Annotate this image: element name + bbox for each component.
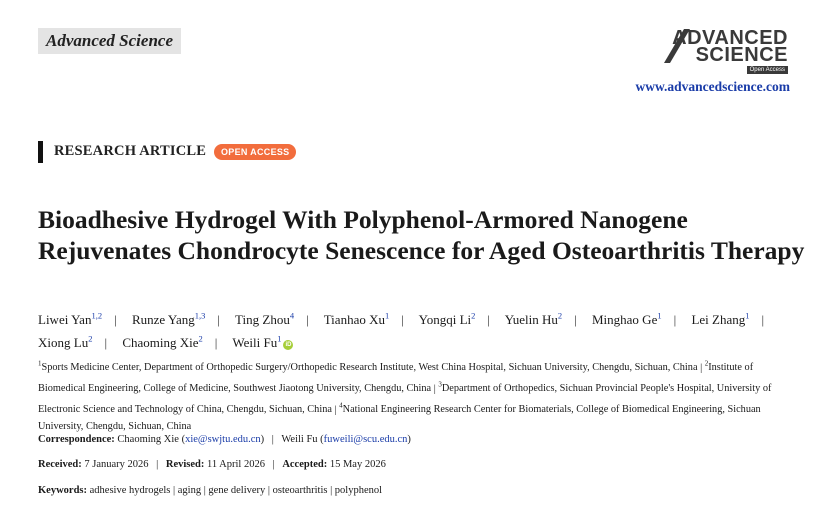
affiliation-separator: | [431,383,439,395]
author-name: Runze Yang [131,312,195,328]
author-name: Chaoming Xie [122,334,199,350]
author[interactable] [38,335,92,350]
author-name: Lei Zhang [691,312,746,328]
received-label: Received: [38,459,82,470]
author-affiliation-number: 1,2 [91,311,103,321]
author[interactable] [38,312,102,327]
keywords-text: adhesive hydrogels | aging | gene delivery | osteoarthritis | polyphenol [89,485,383,496]
affiliations [38,356,798,435]
author-separator: | [673,312,677,328]
accepted-label: Accepted: [282,459,328,470]
affiliation-text: Sports Medicine Center, Department of Orthopedic Surgery/Orthopedic Research Institute, West China Hospital, Sichuan University, Chengdu, Sichuan, China [41,362,698,374]
correspondence-name: Weili Fu [281,434,318,445]
author[interactable] [505,312,562,327]
author-name: Ting Zhou [235,312,290,328]
author-affiliation-number: 2 [88,333,93,344]
author-separator: | [306,312,309,328]
author-affiliation-number: 1 [745,311,750,321]
article-type-marker [38,141,43,163]
keywords-label: Keywords: [38,485,87,496]
author-separator: | [214,334,218,350]
author-separator: | [487,312,490,328]
author-affiliation-number: 4 [289,311,295,321]
revised-label: Revised: [165,459,205,470]
correspondence: Correspondence: Chaoming Xie (xie@swjtu.edu.cn) | Weili Fu (fuweili@scu.edu.cn) [38,434,411,445]
logo-line-1: ADVANCED [672,27,788,49]
author-name: Weili Fu [232,334,278,350]
author-affiliation-number: 2 [198,333,203,344]
received-date: 7 January 2026 [84,459,149,470]
affiliation-number: 3 [438,380,442,389]
affiliation-number: 2 [704,360,709,368]
orcid-icon[interactable]: iD [285,341,292,348]
author[interactable] [419,312,476,327]
article-type: RESEARCH ARTICLE [54,143,207,159]
author-name: Tianhao Xu [323,312,385,328]
article-dates: Received: 7 January 2026 | Revised: 11 April 2026 | Accepted: 15 May 2026 [38,459,386,470]
author-name: Yongqi Li [418,312,472,328]
affiliation-text: National Engineering Research Center for Biomaterials, College of Biomedical Engineering, Sichuan University, Chengdu, Sichuan, China [38,404,761,432]
affiliation-separator: | [331,404,340,416]
author[interactable] [232,335,293,350]
correspondence-email[interactable]: fuweili@scu.edu.cn [323,434,408,445]
author-affiliation-number: 1 [384,311,390,321]
author-separator: | [114,312,117,328]
journal-logo [662,28,788,76]
author[interactable] [324,312,390,327]
logo-open-access-badge: Open Access [747,66,788,74]
author-affiliation-number: 1 [277,333,282,344]
author-affiliation-number: 2 [471,311,476,321]
journal-name-tag: Advanced Science [38,28,181,54]
author-separator: | [761,312,765,328]
author[interactable] [132,312,205,327]
keywords [38,485,382,496]
author-separator: | [217,312,221,328]
affiliation-number: 1 [38,360,42,368]
author-affiliation-number: 1 [657,311,662,321]
affiliation-text: Department of Orthopedics, Sichuan Provincial People's Hospital, University of Electronic Science and Technology of China, Chengdu, Sichuan, China [38,383,772,416]
affiliation-separator: | [697,362,705,374]
affiliation [38,362,698,373]
author-affiliation-number: 2 [557,311,563,321]
logo-line-2: SCIENCE [695,44,788,66]
author-name: Minghao Ge [591,312,658,328]
accepted-date: 15 May 2026 [329,459,386,470]
affiliation-text: Institute of Biomedical Engineering, College of Medicine, Southwest Jiaotong University, Chengdu, China [38,362,754,395]
open-access-badge: OPEN ACCESS [214,144,296,160]
author[interactable] [235,312,294,327]
author-affiliation-number: 1,3 [194,311,206,321]
journal-website-link[interactable]: www.advancedscience.com [635,79,790,94]
article-title: Bioadhesive Hydrogel With Polyphenol-Armored Nanogene Rejuvenates Chondrocyte Senescence for Aged Osteoarthritis Therapy [38,205,805,265]
affiliation-number: 4 [339,401,343,410]
author-separator: | [104,334,108,350]
author-separator: | [574,312,577,328]
author-name: Xiong Lu [38,334,89,350]
author-separator: | [401,312,404,328]
correspondence-name: Chaoming Xie [117,434,179,445]
author-name: Liwei Yan [38,312,92,328]
author-name: Yuelin Hu [504,312,558,328]
correspondence-email[interactable]: xie@swjtu.edu.cn [185,434,261,445]
author[interactable] [592,312,662,327]
revised-date: 11 April 2026 [207,459,265,470]
author[interactable] [122,335,202,350]
author-list [38,307,803,352]
correspondence-label: Correspondence: [38,434,115,445]
author[interactable] [691,312,749,327]
